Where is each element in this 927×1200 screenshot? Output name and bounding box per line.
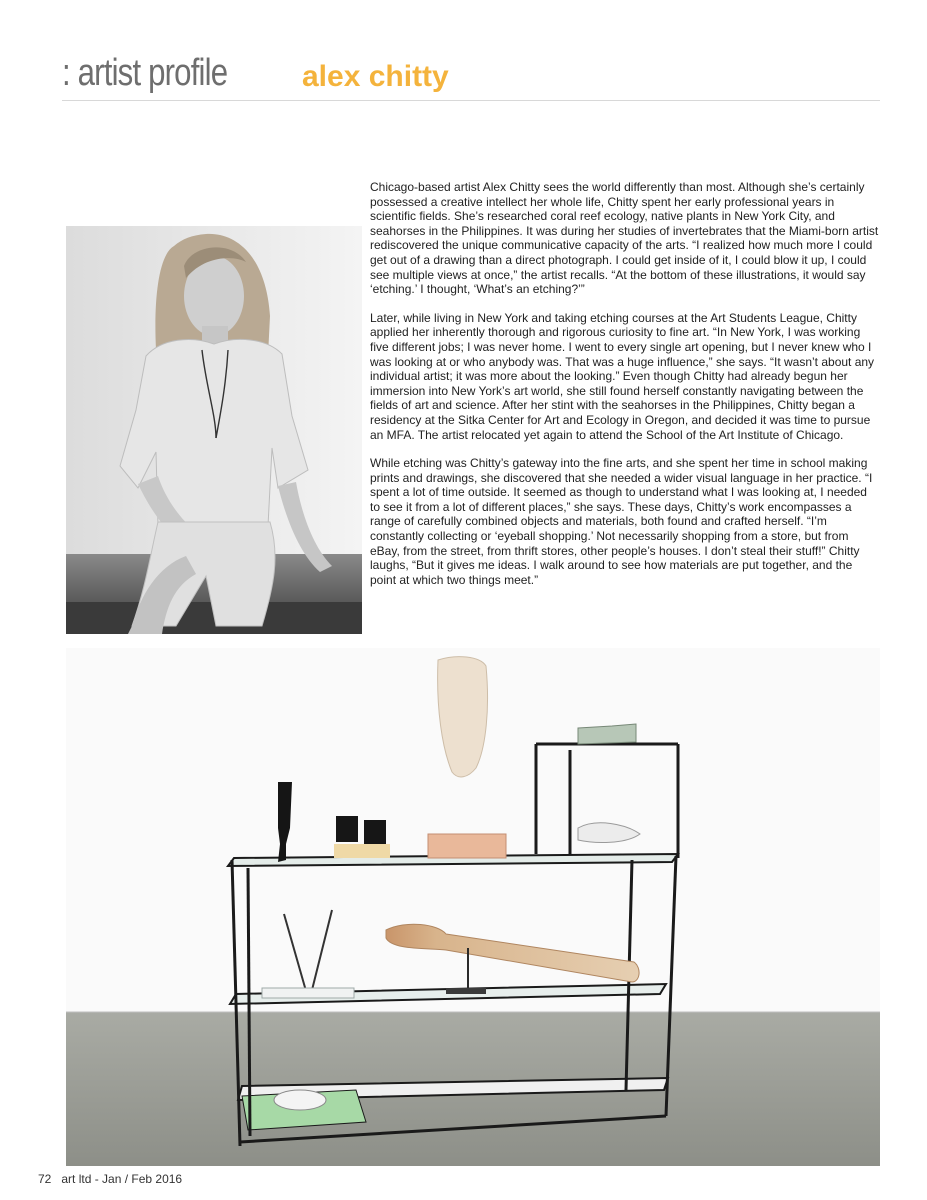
article-paragraph: While etching was Chitty’s gateway into the fine arts, and she spent her time in school making prints and drawings, she discovered that she needed a wider visual language in her practice. “I spent a lot of time outside. It seemed as though to understand what I was looking at, I needed to see it from a lot of different places,” she says. These days, Chitty’s work encompasses a range of carefully combined objects and materials, both found and crafted herself. “I’m constantly collecting or ‘eyeball shopping.’ Not necessarily shopping from a store, but from eBay, from the street, from thrift stores, other people’s houses. I don’t steal their stuff!” Chitty laughs, “But it gives me ideas. I walk around to see how materials are put together, and the point at which two things meet.” — [370, 456, 873, 587]
artist-portrait-photo — [66, 226, 362, 634]
page-footer — [38, 1172, 192, 1186]
article-paragraph: Chicago-based artist Alex Chitty sees the world differently than most. Although she’s certainly possessed a creative intellect her whole life, Chitty spent her early professional years in scientific fields. She’s researched coral reef ecology, native plants in New York City, and seahorses in the Philippines. It was during her studies of invertebrates that the Miami-born artist rediscovered the unique communicative capacity of the arts. “I realized how much more I could get out of a drawing than a direct photograph. I could get inside of it, I could blow it up, I could see multiple views at once,” the artist recalls. “At the bottom of these illustrations, it would say ‘etching.’ I thought, ‘What’s an etching?’” — [370, 180, 879, 297]
section-label: : artist profile — [62, 52, 228, 94]
installation-photo — [66, 648, 880, 1166]
article-body — [370, 180, 880, 601]
header-divider — [62, 100, 880, 101]
page-number: 72 — [38, 1172, 52, 1186]
publication-line: art ltd - Jan / Feb 2016 — [61, 1172, 183, 1186]
artist-name-heading: alex chitty — [302, 60, 449, 93]
article-paragraph: Later, while living in New York and taking etching courses at the Art Students League, Chitty applied her inherently thorough and rigorous curiosity to fine art. “In New York, I was working five different jobs; I was never home. I went to every single art opening, but I never knew who I was looking at or who anybody was. That was a huge influence,” she says. “It wasn’t about any individual artist; it was more about the looking.” Even though Chitty had already begun her immersion into New York’s art world, she still found herself constantly navigating between the fields of art and science. After her stint with the seahorses in the Philippines, Chitty began a residency at the Sitka Center for Art and Ecology in Oregon, and decided it was time to pursue an MFA. The artist relocated yet again to attend the School of the Art Institute of Chicago. — [370, 310, 875, 442]
page-header — [62, 52, 880, 104]
